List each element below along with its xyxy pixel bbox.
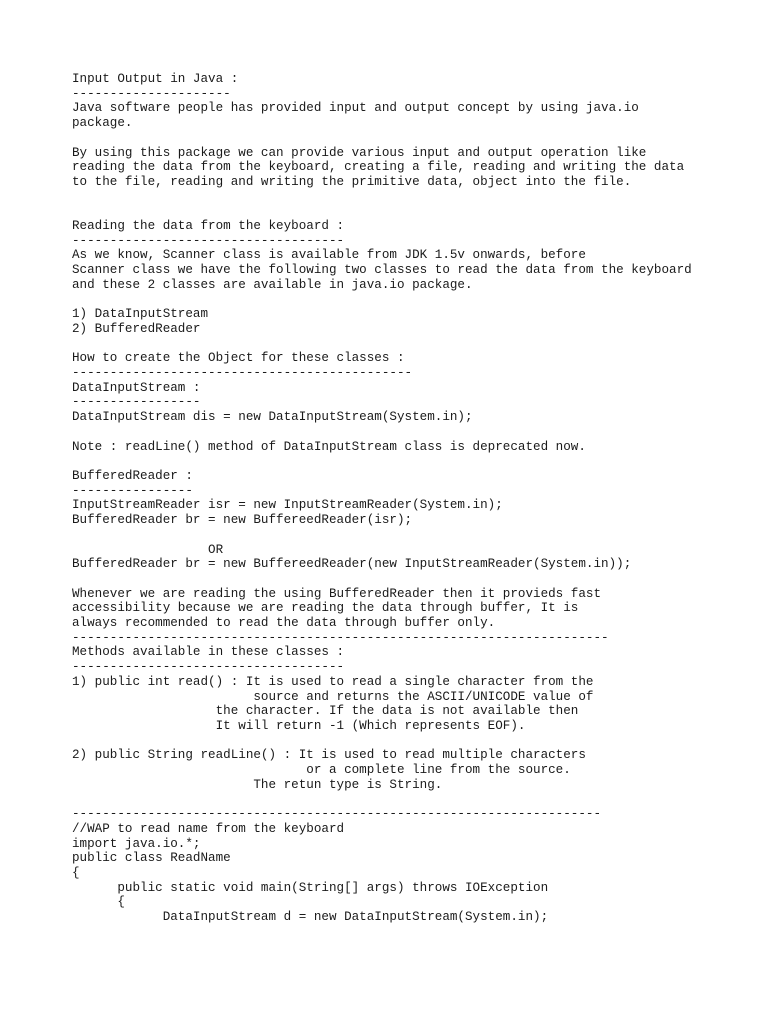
text-line: BufferedReader br = new BuffereedReader(new InputStreamReader(System.in)); xyxy=(72,557,632,572)
text-line: --------------------- xyxy=(72,86,231,101)
text-line: ------------------------------------ xyxy=(72,233,345,248)
text-line xyxy=(72,792,692,807)
text-line: --------------------------------------------- xyxy=(72,366,413,381)
text-line: 1) DataInputStream xyxy=(72,307,209,322)
text-line: ----------------------------------------------------------------------- xyxy=(72,630,609,645)
text-line xyxy=(72,337,692,352)
text-line: Methods available in these classes : xyxy=(72,645,345,660)
text-line: Scanner class we have the following two classes to read the data from the keyboard xyxy=(72,263,692,278)
text-line: package. xyxy=(72,116,133,131)
text-line xyxy=(72,425,692,440)
text-line: It will return -1 (Which represents EOF). xyxy=(72,718,526,733)
text-line: reading the data from the keyboard, creating a file, reading and writing the data xyxy=(72,160,685,175)
text-line: ---------------- xyxy=(72,483,193,498)
text-line: Note : readLine() method of DataInputStream class is deprecated now. xyxy=(72,439,586,454)
text-line: The retun type is String. xyxy=(72,777,443,792)
text-line: public class ReadName xyxy=(72,851,231,866)
document-text xyxy=(72,72,692,925)
text-line: and these 2 classes are available in java.io package. xyxy=(72,277,473,292)
text-line: 1) public int read() : It is used to read a single character from the xyxy=(72,674,594,689)
text-line: BufferedReader : xyxy=(72,468,193,483)
text-line: { xyxy=(72,865,80,880)
text-line: DataInputStream d = new DataInputStream(System.in); xyxy=(72,910,549,925)
text-line: accessibility because we are reading the data through buffer, It is xyxy=(72,601,579,616)
text-line xyxy=(72,204,692,219)
text-line: ---------------------------------------------------------------------- xyxy=(72,807,602,822)
text-line: By using this package we can provide various input and output operation like xyxy=(72,145,647,160)
text-line xyxy=(72,734,692,749)
text-line: Reading the data from the keyboard : xyxy=(72,219,345,234)
text-line: 2) public String readLine() : It is used to read multiple characters xyxy=(72,748,586,763)
text-line: DataInputStream dis = new DataInputStream(System.in); xyxy=(72,410,473,425)
text-line: ------------------------------------ xyxy=(72,660,345,675)
text-line: OR xyxy=(72,542,224,557)
text-line: Java software people has provided input and output concept by using java.io xyxy=(72,101,639,116)
text-line: Whenever we are reading the using BufferedReader then it provieds fast xyxy=(72,586,602,601)
text-line: { xyxy=(72,895,125,910)
text-line xyxy=(72,190,692,205)
text-line: How to create the Object for these classes : xyxy=(72,351,405,366)
text-line: As we know, Scanner class is available from JDK 1.5v onwards, before xyxy=(72,248,586,263)
text-line: //WAP to read name from the keyboard xyxy=(72,821,345,836)
text-line: import java.io.*; xyxy=(72,836,201,851)
text-line: source and returns the ASCII/UNICODE value of xyxy=(72,689,594,704)
text-line xyxy=(72,528,692,543)
text-line: 2) BufferedReader xyxy=(72,321,201,336)
text-line: the character. If the data is not available then xyxy=(72,704,579,719)
text-line xyxy=(72,572,692,587)
text-line: or a complete line from the source. xyxy=(72,763,571,778)
text-line: ----------------- xyxy=(72,395,201,410)
text-line xyxy=(72,293,692,308)
text-line: BufferedReader br = new BuffereedReader(isr); xyxy=(72,513,413,528)
text-line: to the file, reading and writing the primitive data, object into the file. xyxy=(72,174,632,189)
text-line: always recommended to read the data through buffer only. xyxy=(72,616,496,631)
text-line: Input Output in Java : xyxy=(72,72,239,86)
text-line xyxy=(72,131,692,146)
text-line: public static void main(String[] args) throws IOException xyxy=(72,880,549,895)
text-line xyxy=(72,454,692,469)
text-line: InputStreamReader isr = new InputStreamReader(System.in); xyxy=(72,498,503,513)
text-line: DataInputStream : xyxy=(72,380,201,395)
